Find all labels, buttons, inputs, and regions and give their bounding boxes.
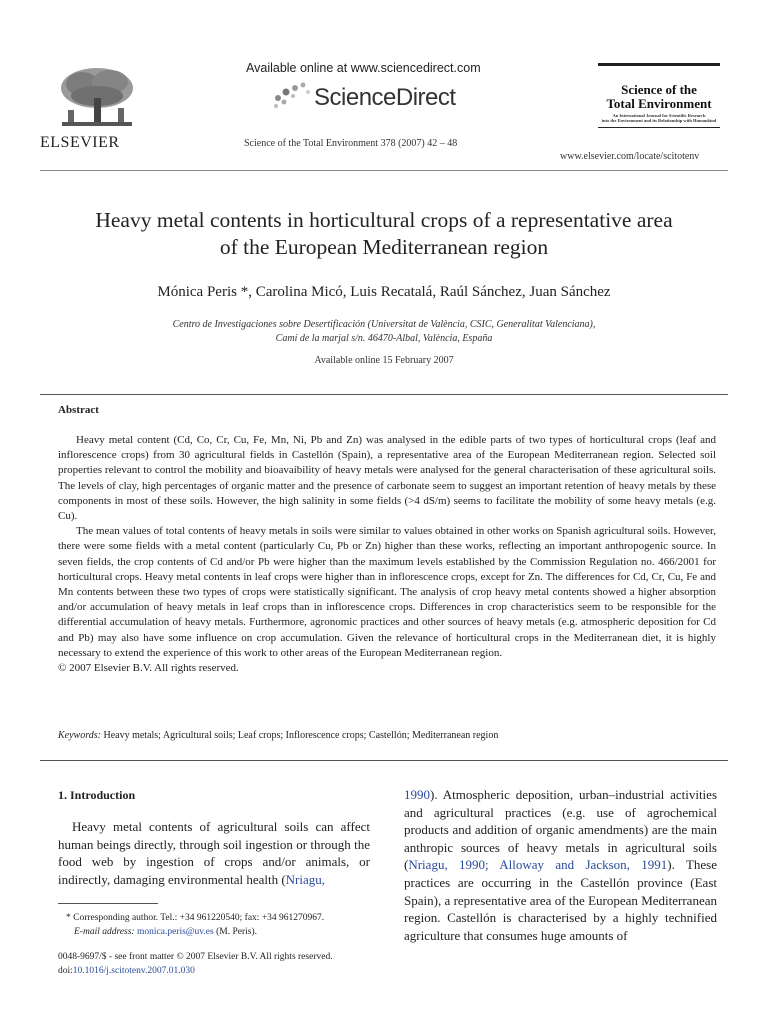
journal-url[interactable]: www.elsevier.com/locate/scitotenv bbox=[560, 151, 700, 162]
left-column bbox=[58, 786, 370, 888]
doi-link[interactable]: 10.1016/j.scitotenv.2007.01.030 bbox=[72, 966, 195, 976]
sciencedirect-logo: ScienceDirect bbox=[314, 84, 456, 111]
affiliation-line2: Camí de la marjal s/n. 46470-Albal, València, España bbox=[275, 333, 493, 344]
reference-link-1990[interactable]: 1990 bbox=[404, 787, 430, 802]
abstract-paragraph-2: The mean values of total contents of heavy metals in soils were similar to values obtained in other works on Spanish agricultural soils. However, there were some fields with a metal content (particularly Cu, Pb or Zn) higher than these works, reflecting an important anthropogenic source. In seven fields, the crop contents of Cd and/or Pb were higher than the maximum levels established by the Commission Regulation no. 466/2001 for horticultural crops. Heavy metal contents in leaf crops were higher than in inflorescence crops, except for Zn. The differences for Cd, Cr, Cu, Fe and Mn contents between these two types of crops were statistically significant. The analysis of crop heavy metal contents showed a higher absorption and/or accumulation of heavy metals in leaf crops than in inflorescence crops. Differences in crop characteristics seem to be responsible for the differential accumulation of heavy metals. Furthermore, agronomic practices and other sources of heavy metals (e.g. atmospheric deposition for Cd and Pb) may also have some influence on crop accumulation. Given the relevance of horticultural crops in the Mediterranean diet, it is highly necessary to extend the experience of this work to other areas of the European Mediterranean region. bbox=[58, 525, 716, 659]
footnote-rule bbox=[58, 903, 158, 904]
introduction-heading: 1. Introduction bbox=[58, 788, 136, 802]
available-date: Available online 15 February 2007 bbox=[314, 355, 454, 366]
email-line bbox=[58, 925, 378, 939]
introduction-right-text-2: ). These practices are occurring in the Castellón province (East Spain), a representative area of the European Mediterranean region. Castellón is characterised by a highly technified agriculture that consumes huge amounts of bbox=[404, 857, 717, 943]
email-suffix: (M. Peris). bbox=[213, 927, 257, 937]
elsevier-tree-logo bbox=[52, 64, 142, 134]
reference-link-nriagu[interactable]: Nriagu, bbox=[285, 871, 326, 887]
email-label: E-mail address: bbox=[74, 927, 135, 937]
corresponding-author-line: * Corresponding author. Tel.: +34 961220540; fax: +34 961270967. bbox=[66, 913, 325, 923]
introduction-paragraph-right bbox=[404, 786, 717, 944]
article-title-line2: of the European Mediterranean region bbox=[219, 235, 549, 259]
abstract-heading: Abstract bbox=[58, 404, 99, 416]
keywords-list: Heavy metals; Agricultural soils; Leaf crops; Inflorescence crops; Castellón; Mediterranean region bbox=[103, 730, 499, 741]
journal-rule-bottom bbox=[598, 127, 720, 128]
right-column bbox=[404, 786, 717, 944]
keywords-label: Keywords: bbox=[58, 730, 101, 741]
journal-citation: Science of the Total Environment 378 (2007) 42 – 48 bbox=[244, 138, 458, 149]
front-matter bbox=[58, 950, 398, 978]
journal-name-line2: Total Environment bbox=[606, 96, 712, 111]
journal-subtitle-line2: into the Environment and its Relationship with Humankind bbox=[601, 118, 717, 123]
keywords bbox=[58, 730, 718, 741]
journal-name bbox=[598, 83, 720, 111]
abstract-body bbox=[58, 433, 716, 676]
article-authors: Mónica Peris *, Carolina Micó, Luis Recatalá, Raúl Sánchez, Juan Sánchez bbox=[157, 284, 611, 300]
introduction-paragraph-left bbox=[58, 818, 370, 888]
sciencedirect-dots-icon bbox=[268, 80, 318, 110]
affiliation-line1: Centro de Investigaciones sobre Desertificación (Universitat de València, CSIC, Generalitat Valenciana), bbox=[172, 319, 596, 330]
front-matter-line: 0048-9697/$ - see front matter © 2007 Elsevier B.V. All rights reserved. bbox=[58, 952, 333, 962]
author-affiliation bbox=[40, 318, 728, 346]
journal-name-line1: Science of the bbox=[621, 82, 697, 97]
abstract-copyright: © 2007 Elsevier B.V. All rights reserved. bbox=[58, 662, 239, 675]
journal-subtitle bbox=[596, 113, 722, 123]
introduction-left-text: Heavy metal contents of agricultural soils can affect human beings directly, through soil ingestion or through the food web by ingestion of crops and/or animals, or indirectly, damaging environmental health ( bbox=[58, 819, 370, 887]
publisher-logo-text: ELSEVIER bbox=[40, 134, 120, 151]
journal-rule-top bbox=[598, 63, 720, 66]
journal-subtitle-line1: An International Journal for Scientific Research bbox=[612, 113, 706, 118]
reference-link-nriagu-alloway[interactable]: Nriagu, 1990; Alloway and Jackson, 1991 bbox=[408, 857, 668, 873]
article-title-line1: Heavy metal contents in horticultural crops of a representative area bbox=[95, 208, 673, 232]
available-online-text[interactable]: Available online at www.sciencedirect.com bbox=[246, 61, 481, 75]
abstract-rule-top bbox=[40, 394, 728, 395]
corresponding-author-footnote bbox=[58, 911, 378, 939]
header-divider bbox=[40, 170, 728, 171]
doi-line bbox=[58, 964, 398, 978]
abstract-rule-bottom bbox=[40, 760, 728, 761]
introduction-right-text-1: ). Atmospheric deposition, urban–industrial activities and agricultural practices (e.g. use of agrochemical products and addition of organic amendments) are the main anthropic sources of heavy metals in agricultural soils ( bbox=[404, 787, 717, 873]
abstract-paragraph-1: Heavy metal content (Cd, Co, Cr, Cu, Fe, Mn, Ni, Pb and Zn) was analysed in the edible parts of two types of horticultural crops (leaf and inflorescence crops) from 30 agricultural fields in Castellón (Spain), a representative area of the European Mediterranean region. Selected soil properties relevant to control the mobility and bioavaibility of heavy metals were analysed for the general characterisation of these agricultural soils. The levels of clay, high percentages of organic matter and the presence of carbonate seem to suggest an important retention of heavy metals by these components in most of these soils. However, the high salinity in some fields (>4 dS/m) seems to facilitate the mobility of some heavy metals (e.g. Cu). bbox=[58, 434, 716, 523]
article-title bbox=[40, 207, 728, 261]
email-link[interactable]: monica.peris@uv.es bbox=[136, 927, 214, 937]
doi-label: doi: bbox=[58, 966, 73, 976]
